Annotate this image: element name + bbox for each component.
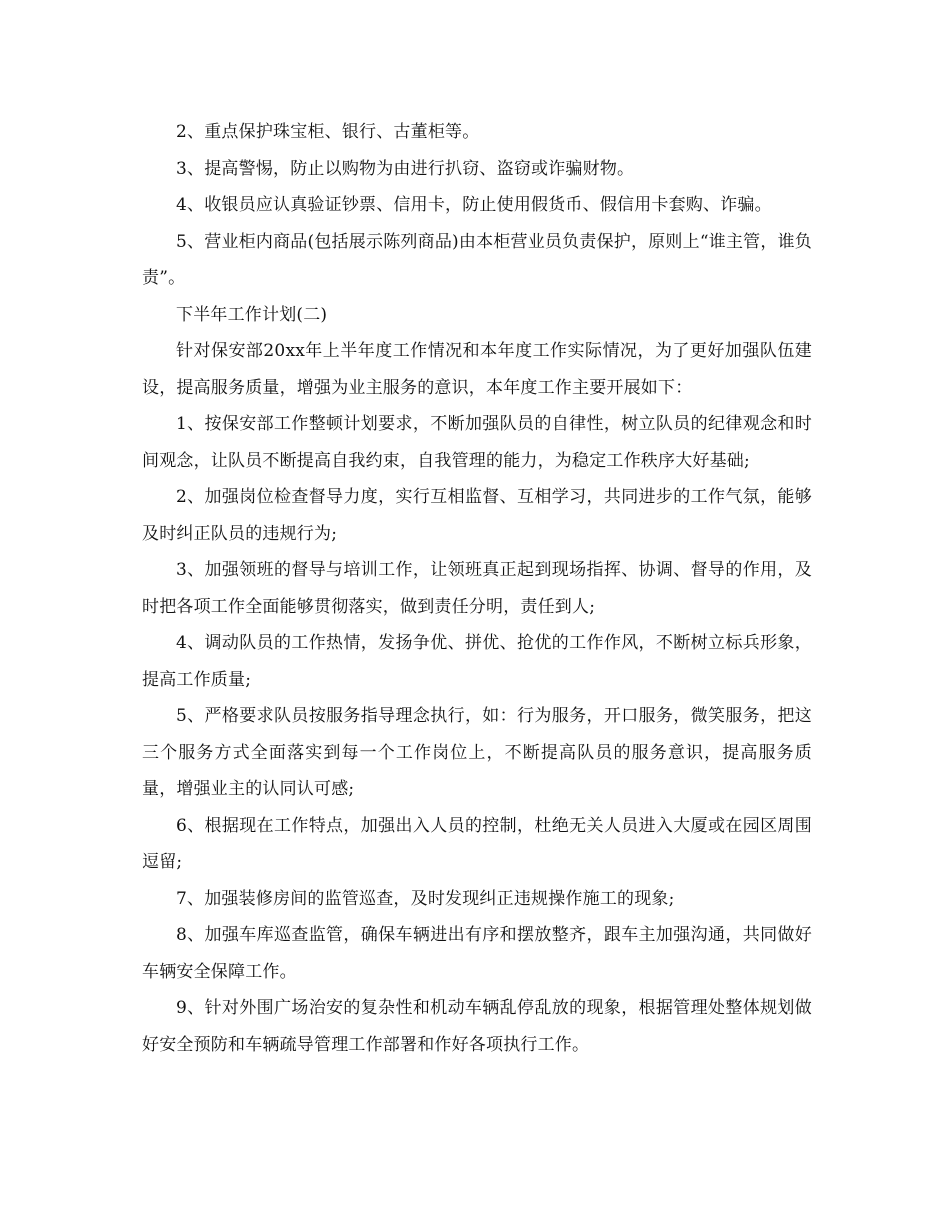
- plan-item-2: 2、加强岗位检查督导力度，实行互相监督、互相学习，共同进步的工作气氛，能够及时纠正队员的违规行为;: [142, 487, 812, 544]
- document-body: [142, 114, 812, 1063]
- intro-paragraph: 针对保安部20xx年上半年度工作情况和本年度工作实际情况，为了更好加强队伍建设，提高服务质量，增强为业主服务的意识，本年度工作主要开展如下：: [142, 341, 812, 398]
- plan-item-9: 9、针对外围广场治安的复杂性和机动车辆乱停乱放的现象，根据管理处整体规划做好安全预防和车辆疏导管理工作部署和作好各项执行工作。: [142, 998, 812, 1055]
- plan-item-6: 6、根据现在工作特点，加强出入人员的控制，杜绝无关人员进入大厦或在园区周围逗留;: [142, 815, 812, 872]
- plan-item-8: 8、加强车库巡查监管，确保车辆进出有序和摆放整齐，跟车主加强沟通，共同做好车辆安全保障工作。: [142, 925, 812, 982]
- paragraph-item-4: 4、收银员应认真验证钞票、信用卡，防止使用假货币、假信用卡套购、诈骗。: [176, 195, 772, 215]
- paragraph-item-2: 2、重点保护珠宝柜、银行、古董柜等。: [176, 122, 480, 142]
- plan-item-7: 7、加强装修房间的监管巡查，及时发现纠正违规操作施工的现象;: [176, 888, 675, 909]
- plan-item-1: 1、按保安部工作整顿计划要求，不断加强队员的自律性，树立队员的纪律观念和时间观念，让队员不断提高自我约束，自我管理的能力，为稳定工作秩序大好基础;: [142, 414, 812, 471]
- plan-item-3: 3、加强领班的督导与培训工作，让领班真正起到现场指挥、协调、督导的作用，及时把各项工作全面能够贯彻落实，做到责任分明，责任到人;: [142, 560, 812, 617]
- paragraph-item-3: 3、提高警惕，防止以购物为由进行扒窃、盗窃或诈骗财物。: [176, 158, 635, 179]
- section-heading: 下半年工作计划(二): [176, 304, 328, 325]
- paragraph-item-5: 5、营业柜内商品(包括展示陈列商品)由本柜营业员负责保护，原则上“谁主管，谁负责”。: [142, 231, 812, 288]
- plan-item-4: 4、调动队员的工作热情，发扬争优、拼优、抢优的工作作风，不断树立标兵形象，提高工作质量;: [142, 633, 812, 690]
- plan-item-5: 5、严格要求队员按服务指导理念执行，如：行为服务，开口服务，微笑服务，把这三个服务方式全面落实到每一个工作岗位上，不断提高队员的服务意识，提高服务质量，增强业主的认同认可感;: [142, 706, 812, 799]
